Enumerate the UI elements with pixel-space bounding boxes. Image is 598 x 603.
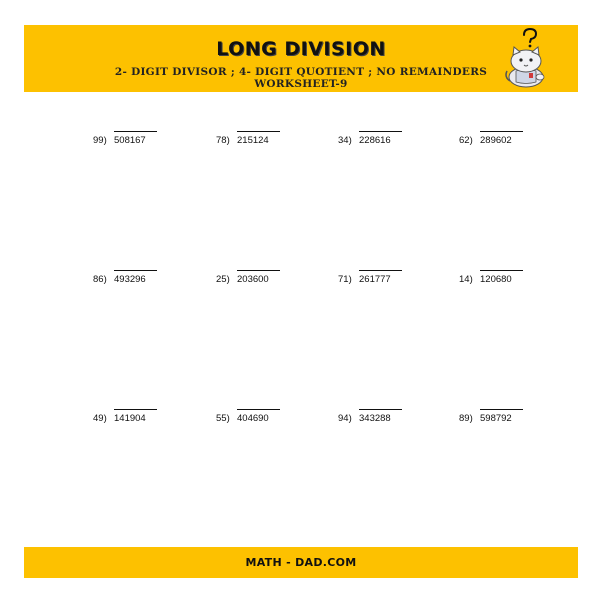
division-bar xyxy=(480,409,523,410)
division-bar xyxy=(359,270,402,271)
division-problem xyxy=(216,270,316,288)
footer-banner xyxy=(24,547,578,578)
division-bar xyxy=(114,270,157,271)
divisor: 99) xyxy=(93,135,107,146)
division-bar xyxy=(237,131,280,132)
dividend: 508167 xyxy=(114,135,146,146)
dividend: 120680 xyxy=(480,274,512,285)
dividend: 228616 xyxy=(359,135,391,146)
division-problem xyxy=(93,270,193,288)
cat-mascot-question-icon xyxy=(502,27,554,89)
division-bar xyxy=(237,270,280,271)
divisor: 14) xyxy=(459,274,473,285)
footer-site-label: MATH - DAD.COM xyxy=(245,556,357,569)
division-problem xyxy=(93,131,193,149)
division-problem xyxy=(216,409,316,427)
divisor: 86) xyxy=(93,274,107,285)
division-problem xyxy=(338,131,438,149)
division-bar xyxy=(480,131,523,132)
division-problem xyxy=(216,131,316,149)
dividend: 203600 xyxy=(237,274,269,285)
divisor: 71) xyxy=(338,274,352,285)
divisor: 55) xyxy=(216,413,230,424)
division-problem xyxy=(459,270,559,288)
dividend: 289602 xyxy=(480,135,512,146)
division-problem xyxy=(338,270,438,288)
header-banner xyxy=(24,25,578,92)
divisor: 78) xyxy=(216,135,230,146)
divisor: 49) xyxy=(93,413,107,424)
division-problem xyxy=(338,409,438,427)
division-problem xyxy=(459,409,559,427)
division-bar xyxy=(480,270,523,271)
dividend: 404690 xyxy=(237,413,269,424)
divisor: 89) xyxy=(459,413,473,424)
division-bar xyxy=(359,131,402,132)
worksheet-label: WORKSHEET-9 xyxy=(254,78,348,90)
dividend: 141904 xyxy=(114,413,146,424)
dividend: 493296 xyxy=(114,274,146,285)
page-title: LONG DIVISION xyxy=(216,38,386,60)
division-bar xyxy=(237,409,280,410)
dividend: 261777 xyxy=(359,274,391,285)
division-bar xyxy=(359,409,402,410)
division-problem xyxy=(93,409,193,427)
divisor: 34) xyxy=(338,135,352,146)
division-bar xyxy=(114,131,157,132)
page-subtitle: 2- DIGIT DIVISOR ; 4- DIGIT QUOTIENT ; NO REMAINDERS xyxy=(114,66,488,78)
divisor: 62) xyxy=(459,135,473,146)
division-bar xyxy=(114,409,157,410)
dividend: 598792 xyxy=(480,413,512,424)
divisor: 25) xyxy=(216,274,230,285)
dividend: 215124 xyxy=(237,135,269,146)
dividend: 343288 xyxy=(359,413,391,424)
division-problem xyxy=(459,131,559,149)
divisor: 94) xyxy=(338,413,352,424)
